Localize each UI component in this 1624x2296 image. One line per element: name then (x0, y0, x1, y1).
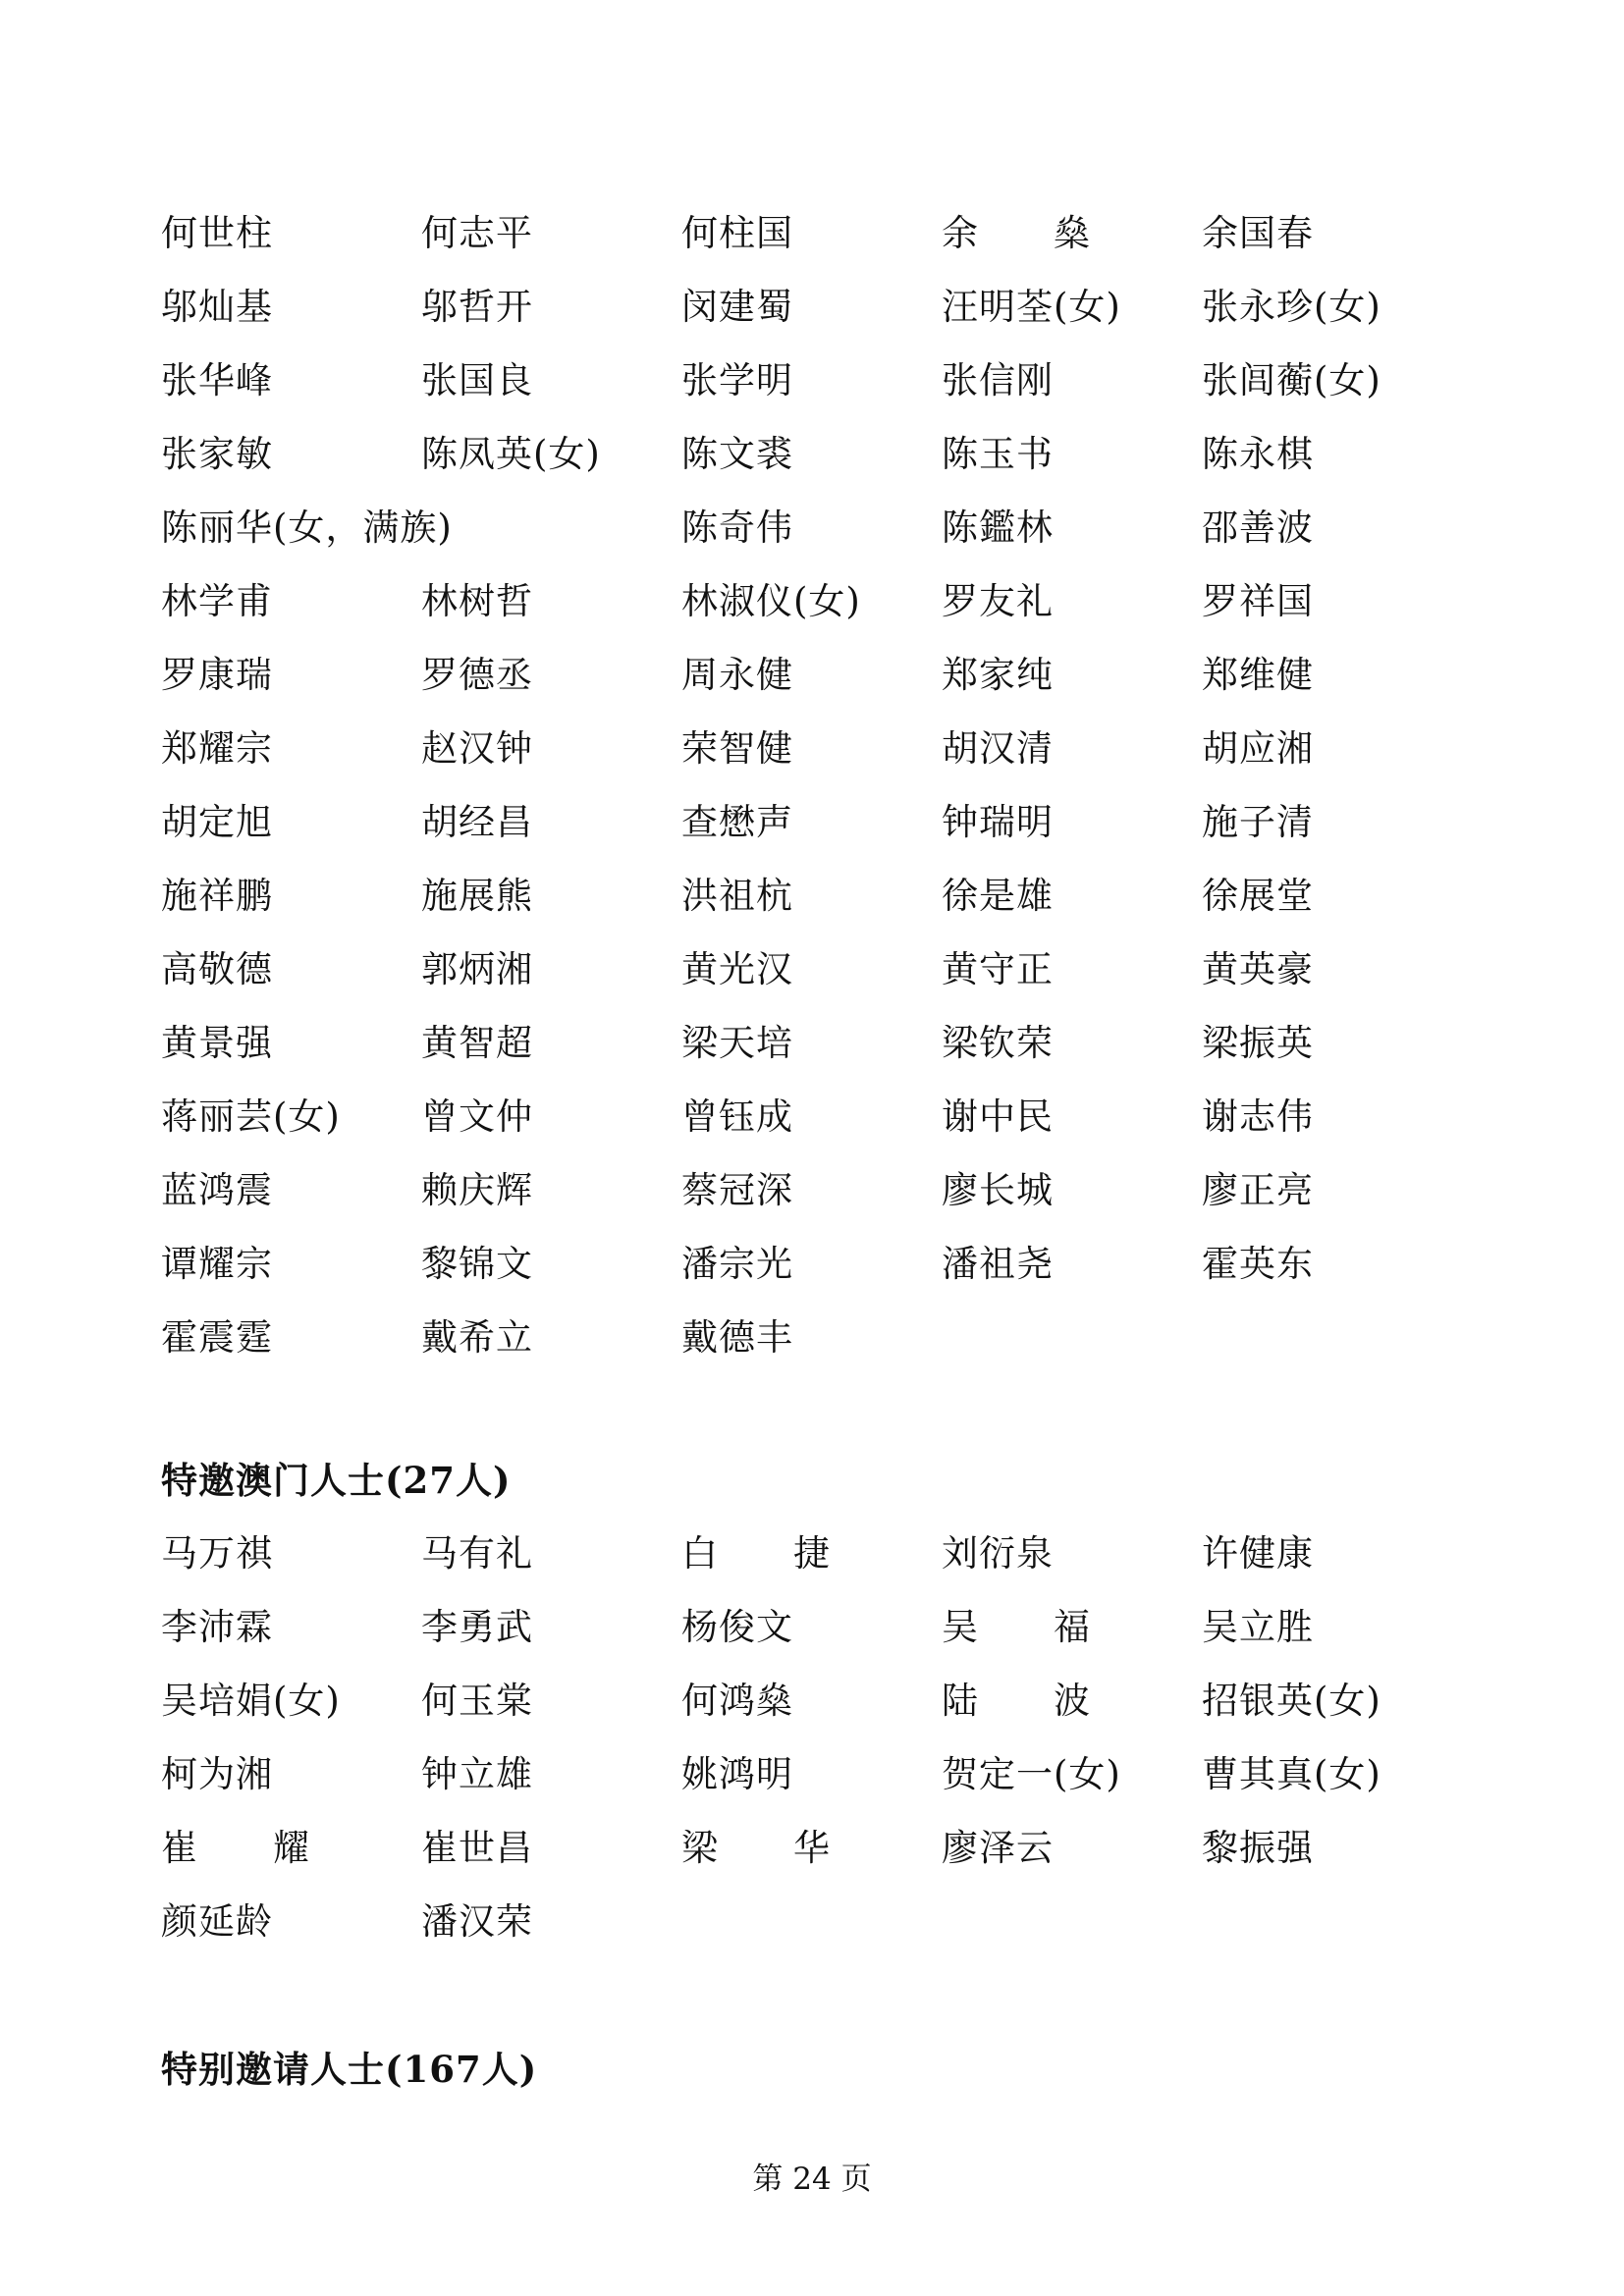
member-name: 张闾蘅(女) (1202, 359, 1381, 401)
member-name: 何柱国 (681, 212, 793, 254)
name-row (161, 417, 1467, 491)
member-name: 吴培娟(女) (161, 1680, 341, 1722)
member-name: 胡定旭 (161, 801, 273, 843)
member-name: 林淑仪(女) (681, 580, 861, 622)
member-name: 林树哲 (421, 580, 533, 622)
member-name: 周永健 (681, 654, 793, 696)
member-name: 黄英豪 (1202, 948, 1314, 990)
name-row (161, 1227, 1467, 1301)
member-name: 施子清 (1202, 801, 1314, 843)
name-row (161, 1664, 1467, 1737)
name-row (161, 1590, 1467, 1664)
member-name: 邬灿基 (161, 286, 273, 328)
member-name: 梁振英 (1202, 1022, 1314, 1064)
member-name: 柯为湘 (161, 1753, 273, 1795)
member-name: 张学明 (681, 359, 793, 401)
member-name: 罗友礼 (942, 580, 1054, 622)
member-name: 吴立胜 (1202, 1606, 1314, 1648)
name-row (161, 196, 1467, 270)
name-row (161, 1080, 1467, 1153)
member-name: 廖正亮 (1202, 1169, 1314, 1211)
member-name: 施展熊 (421, 875, 533, 917)
section-title-special-invitees: 特别邀请人士(167人) (161, 2048, 538, 2091)
names-grid-macau (161, 1517, 1467, 1958)
name-row (161, 712, 1467, 785)
member-name: 郑维健 (1202, 654, 1314, 696)
member-name: 赖庆辉 (421, 1169, 533, 1211)
member-name: 何世柱 (161, 212, 273, 254)
member-name: 蓝鸿震 (161, 1169, 273, 1211)
member-name: 陈奇伟 (681, 507, 793, 549)
member-name: 黄智超 (421, 1022, 533, 1064)
member-name: 陈永棋 (1202, 433, 1314, 475)
member-name: 梁 华 (681, 1827, 831, 1869)
name-row (161, 1301, 1467, 1374)
member-name: 霍震霆 (161, 1316, 273, 1359)
member-name: 罗祥国 (1202, 580, 1314, 622)
names-grid-continued (161, 196, 1467, 1374)
name-row (161, 270, 1467, 344)
member-name: 陈玉书 (942, 433, 1054, 475)
member-name: 邵善波 (1202, 507, 1314, 549)
name-row (161, 1885, 1467, 1958)
member-name: 郑家纯 (942, 654, 1054, 696)
member-name: 黄光汉 (681, 948, 793, 990)
member-name: 李沛霖 (161, 1606, 273, 1648)
name-row (161, 1153, 1467, 1227)
member-name: 戴希立 (421, 1316, 533, 1359)
member-name: 李勇武 (421, 1606, 533, 1648)
member-name: 余国春 (1202, 212, 1314, 254)
member-name: 潘宗光 (681, 1243, 793, 1285)
member-name: 查懋声 (681, 801, 793, 843)
member-name: 吴 福 (942, 1606, 1091, 1648)
name-row (161, 564, 1467, 638)
member-name: 马有礼 (421, 1532, 533, 1575)
name-row (161, 344, 1467, 417)
member-name: 高敬德 (161, 948, 273, 990)
name-row (161, 1006, 1467, 1080)
member-name: 黎锦文 (421, 1243, 533, 1285)
member-name: 陈鑑林 (942, 507, 1054, 549)
name-row (161, 859, 1467, 933)
member-name: 曾钰成 (681, 1095, 793, 1138)
member-name: 蔡冠深 (681, 1169, 793, 1211)
member-name: 陈凤英(女) (421, 433, 601, 475)
member-name: 张华峰 (161, 359, 273, 401)
member-name: 潘汉荣 (421, 1900, 533, 1943)
member-name: 许健康 (1202, 1532, 1314, 1575)
member-name: 何玉棠 (421, 1680, 533, 1722)
member-name: 陈文裘 (681, 433, 793, 475)
member-name: 曾文仲 (421, 1095, 533, 1138)
name-row (161, 638, 1467, 712)
member-name: 张国良 (421, 359, 533, 401)
member-name: 杨俊文 (681, 1606, 793, 1648)
member-name: 戴德丰 (681, 1316, 793, 1359)
member-name: 何志平 (421, 212, 533, 254)
member-name: 崔 耀 (161, 1827, 310, 1869)
member-name: 廖泽云 (942, 1827, 1054, 1869)
member-name: 张永珍(女) (1202, 286, 1381, 328)
member-name: 徐展堂 (1202, 875, 1314, 917)
member-name: 曹其真(女) (1202, 1753, 1381, 1795)
section-title-macau: 特邀澳门人士(27人) (161, 1459, 512, 1502)
member-name: 姚鸿明 (681, 1753, 793, 1795)
member-name: 钟立雄 (421, 1753, 533, 1795)
member-name: 汪明荃(女) (942, 286, 1121, 328)
member-name: 刘衍泉 (942, 1532, 1054, 1575)
member-name: 何鸿燊 (681, 1680, 793, 1722)
member-name: 张家敏 (161, 433, 273, 475)
member-name: 邬哲开 (421, 286, 533, 328)
member-name: 梁钦荣 (942, 1022, 1054, 1064)
member-name: 黄景强 (161, 1022, 273, 1064)
member-name: 黄守正 (942, 948, 1054, 990)
name-row (161, 1517, 1467, 1590)
member-name: 郑耀宗 (161, 727, 273, 770)
member-name: 罗康瑞 (161, 654, 273, 696)
member-name: 张信刚 (942, 359, 1054, 401)
name-row (161, 933, 1467, 1006)
member-name: 洪祖杭 (681, 875, 793, 917)
member-name: 谭耀宗 (161, 1243, 273, 1285)
member-name: 黎振强 (1202, 1827, 1314, 1869)
member-name: 马万祺 (161, 1532, 273, 1575)
member-name: 潘祖尧 (942, 1243, 1054, 1285)
member-name: 胡汉清 (942, 727, 1054, 770)
member-name: 郭炳湘 (421, 948, 533, 990)
member-name: 崔世昌 (421, 1827, 533, 1869)
member-name: 梁天培 (681, 1022, 793, 1064)
member-name: 钟瑞明 (942, 801, 1054, 843)
member-name: 闵建蜀 (681, 286, 793, 328)
name-row (161, 1811, 1467, 1885)
member-name: 赵汉钟 (421, 727, 533, 770)
member-name: 蒋丽芸(女) (161, 1095, 341, 1138)
member-name: 陈丽华(女，满族) (161, 507, 453, 549)
member-name: 霍英东 (1202, 1243, 1314, 1285)
member-name: 罗德丞 (421, 654, 533, 696)
member-name: 颜延龄 (161, 1900, 273, 1943)
member-name: 荣智健 (681, 727, 793, 770)
member-name: 白 捷 (681, 1532, 831, 1575)
name-row (161, 491, 1467, 564)
name-row (161, 785, 1467, 859)
member-name: 徐是雄 (942, 875, 1054, 917)
member-name: 贺定一(女) (942, 1753, 1121, 1795)
name-row (161, 1737, 1467, 1811)
member-name: 谢中民 (942, 1095, 1054, 1138)
member-name: 胡经昌 (421, 801, 533, 843)
member-name: 谢志伟 (1202, 1095, 1314, 1138)
member-name: 林学甫 (161, 580, 273, 622)
member-name: 招银英(女) (1202, 1680, 1381, 1722)
member-name: 胡应湘 (1202, 727, 1314, 770)
member-name: 陆 波 (942, 1680, 1091, 1722)
page-number: 第 24 页 (752, 2162, 872, 2197)
member-name: 施祥鹏 (161, 875, 273, 917)
member-name: 余 燊 (942, 212, 1091, 254)
member-name: 廖长城 (942, 1169, 1054, 1211)
